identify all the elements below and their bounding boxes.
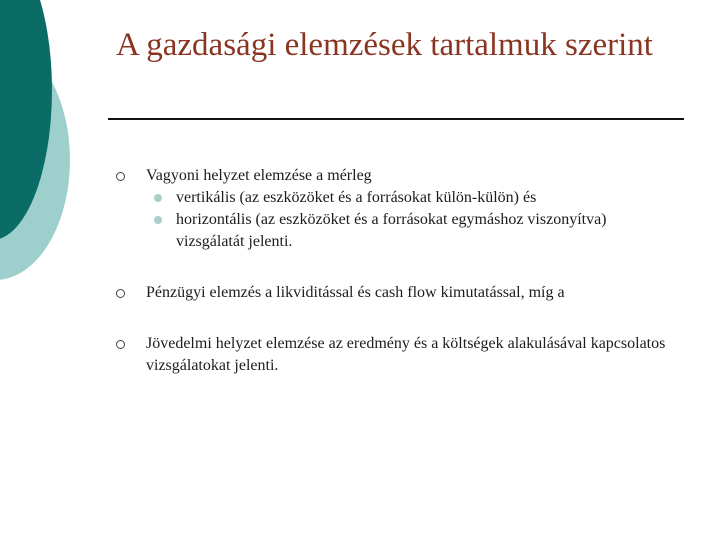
ring-bullet-icon [116,340,125,349]
bullet-text: Pénzügyi elemzés a likviditással és cash flow kimutatással, míg a [146,284,565,301]
bullet-text: Jövedelmi helyzet elemzése az eredmény és a költségek alakulásával kapcsolatos vizsgálatokat jelenti. [146,335,666,374]
sub-bullet-item [146,187,676,209]
dot-bullet-icon [154,216,162,224]
bullet-list [116,165,676,377]
sub-bullet-item [146,209,676,253]
title-underline [108,118,684,120]
slide-title: A gazdasági elemzések tartalmuk szerint [116,27,653,63]
sub-bullet-text: vertikális (az eszközöket és a forrásokat külön-külön) és [176,189,537,206]
sub-bullet-text: horizontális (az eszközöket és a forrásokat egymáshoz viszonyítva) vizsgálatát jelenti. [176,211,607,250]
dot-bullet-icon [154,194,162,202]
ring-bullet-icon [116,289,125,298]
bullet-item [116,165,676,253]
bullet-item [116,282,676,304]
ring-bullet-icon [116,172,125,181]
bullet-text: Vagyoni helyzet elemzése a mérleg [146,167,372,184]
bullet-item [116,333,676,377]
